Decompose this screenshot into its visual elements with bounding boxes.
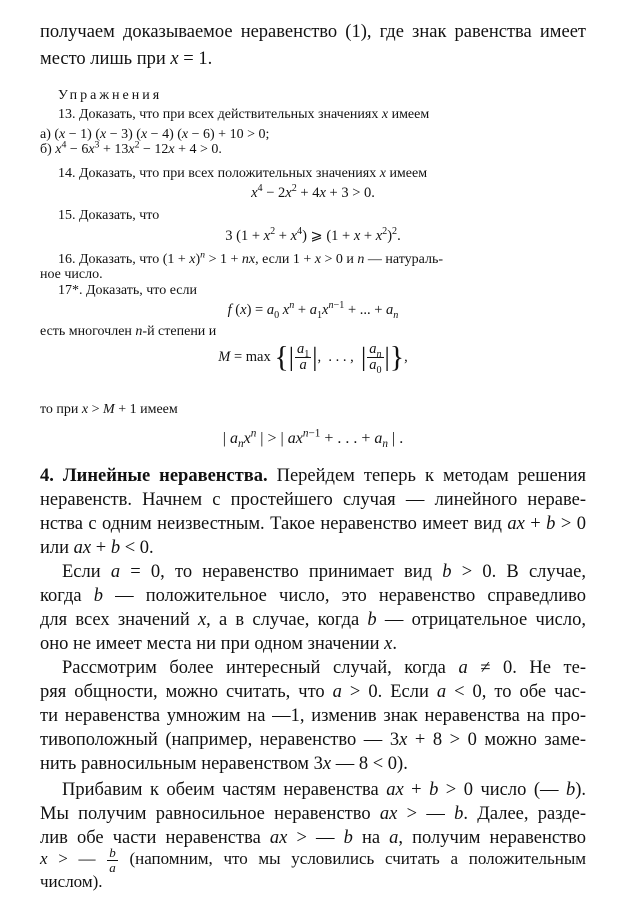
formula-line: б) $x^4 - 6x^3 + 13x^2 - 12x + 4 > 0$. (40, 139, 222, 157)
formula-line: f $(x) = a_0$ $x^n + a_1x^{n-1}$ + ... + $a_n$ (227, 300, 399, 321)
text-line: ряя общности, можно считать, что a > 0. Если a < 0, то обе час- (40, 682, 587, 702)
text-line: неравенств. Начнем с простейшего случая — линейного нераве- (40, 490, 586, 510)
text-line: когда b — положительное число, это неравенство справедливо (40, 586, 586, 606)
section-heading: Упражнения (58, 88, 163, 103)
text-line: тивоположный (например, неравенство — 3x + 8 > 0 можно заме- (40, 730, 586, 750)
formula-line: | $a_nx^n$ | > | $ax^{n-1}$ + . . . + $a_n$ | . (222, 427, 404, 451)
exercise-item: 14. Доказать, что при всех положительных значениях x имеем (58, 166, 428, 181)
formula-max: M = max {| $\frac{a_1}{a}$ |, . . . , | $\frac{a_n}{a_0}$ |}, (218, 340, 408, 377)
text-line: Рассмотрим более интересный случай, когда a ≠ 0. Не те- (62, 658, 586, 678)
text-line: Если a = 0, то неравенство принимает вид b > 0. В случае, (62, 562, 586, 582)
text-line: лив обе части неравенства ax > — b на a, получим неравенство (40, 828, 587, 848)
text-line: числом). (40, 872, 103, 891)
formula-line: 3 $(1 + x^2 + x^4)$ ⩾ $(1 + x + x^2)^2$. (225, 226, 401, 244)
formula-line: а) (x − 1) (x − 3) (x − 4) (x − 6) + 10 > 0; (40, 127, 270, 142)
text-span: Перейдем теперь к методам решения (276, 466, 586, 486)
exercise-item: 16. Доказать, что $(1 + x)^n > 1$ + nx, если 1 + x > 0 и n — натураль- (58, 249, 444, 267)
text-line: или ax + b < 0. (40, 538, 154, 558)
text-line: для всех значений x, а в случае, когда b — отрицательное число, (40, 610, 586, 630)
text-line: то при x > M + 1 имеем (40, 402, 178, 417)
text-line: Прибавим к обеим частям неравенства ax + b > 0 число (— b). (62, 780, 587, 800)
formula-line: $x^4 - 2x^2 + 4x + 3 > 0$. (251, 183, 375, 201)
text-line: нства с одним неизвестным. Такое неравенство имеет вид ax + b > 0 (40, 514, 586, 534)
exercise-item: 15. Доказать, что (58, 208, 160, 223)
text-line: место лишь при x = 1. (40, 49, 213, 69)
exercise-item: 13. Доказать, что при всех действительных значениях x имеем (58, 107, 430, 122)
text-line: получаем доказываемое неравенство (1), где знак равенства имеет (40, 22, 586, 42)
text-line: x > — $\frac{b}{a}$ (напомним, что мы условились считать a положительным (40, 845, 586, 875)
text-line: нить равносильным неравенством 3x — 8 < 0). (40, 754, 408, 774)
exercise-item: 17*. Доказать, что если (58, 283, 197, 298)
text-span: (напомним, что мы условились считать a положительным (129, 849, 586, 869)
text-line: Мы получим равносильное неравенство ax > — b. Далее, разде- (40, 804, 586, 824)
section-title-line (40, 466, 586, 487)
text-line: оно не имеет места ни при одном значении x. (40, 634, 397, 654)
section-title: 4. Линейные неравенства. (40, 466, 268, 486)
text-line: есть многочлен n-й степени и (40, 324, 217, 339)
text-line: ное число. (40, 267, 103, 282)
text-line: ти неравенства умножим на —1, изменив знак неравенства на про- (40, 706, 586, 726)
